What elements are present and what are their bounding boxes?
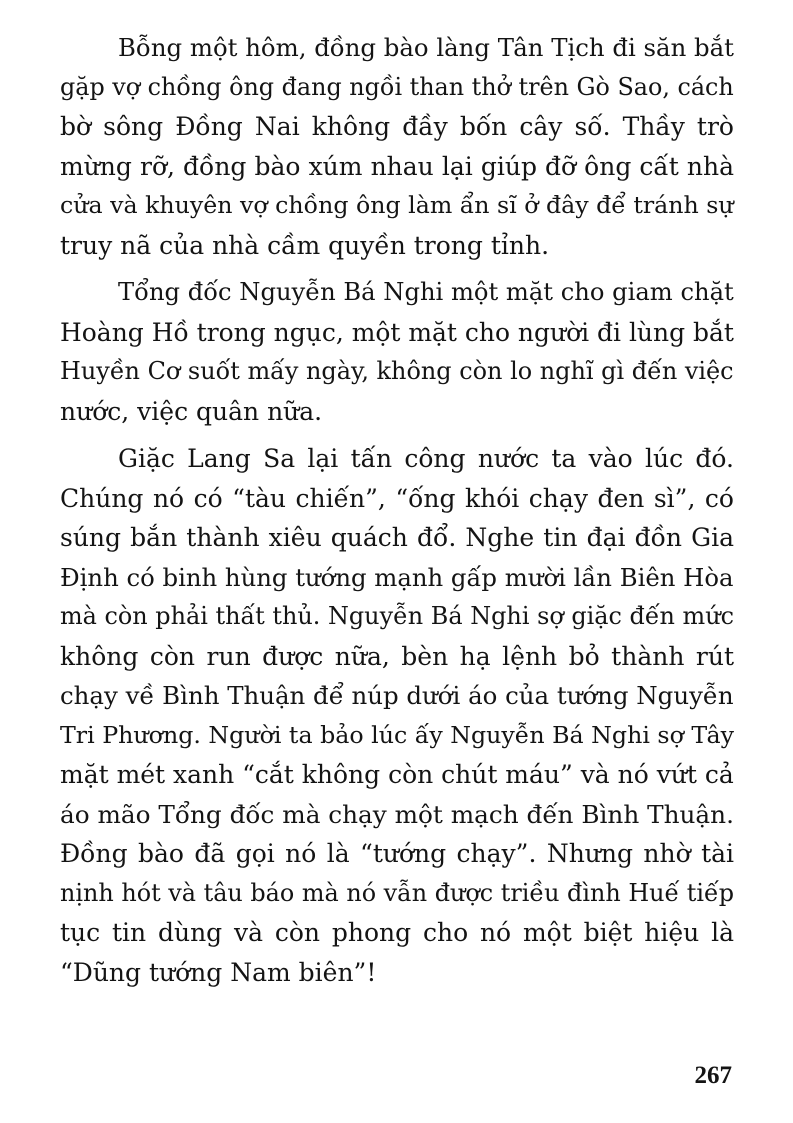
paragraph-2 bbox=[60, 273, 734, 431]
text-line: chạy về Bình Thuận để núp dưới áo của tướng Nguyễn bbox=[60, 681, 734, 710]
text-line: gặp vợ chồng ông đang ngồi than thở trên Gò Sao, cách bbox=[60, 72, 734, 101]
text-line: Chúng nó có “tàu chiến”, “ống khói chạy đen sì”, có bbox=[60, 483, 734, 513]
text-line: nước, việc quân nữa. bbox=[60, 396, 323, 426]
text-line: Hoàng Hồ trong ngục, một mặt cho người đi lùng bắt bbox=[60, 317, 734, 347]
text-line: mặt mét xanh “cắt không còn chút máu” và nó vứt cả bbox=[60, 760, 734, 789]
text-line: Giặc Lang Sa lại tấn công nước ta vào lúc đó. bbox=[118, 444, 734, 473]
text-line: mà còn phải thất thủ. Nguyễn Bá Nghi sợ giặc đến mức bbox=[60, 602, 734, 630]
text-line: Đồng bào đã gọi nó là “tướng chạy”. Nhưng nhờ tài bbox=[60, 839, 735, 868]
text-line: Định có binh hùng tướng mạnh gấp mười lần Biên Hòa bbox=[60, 562, 734, 592]
paragraph-1 bbox=[60, 28, 734, 265]
text-line: Bỗng một hôm, đồng bào làng Tân Tịch đi săn bắt bbox=[118, 33, 734, 62]
text-line: “Dũng tướng Nam biên”! bbox=[60, 957, 377, 987]
text-line: truy nã của nhà cầm quyền trong tỉnh. bbox=[60, 230, 550, 260]
text-line: bờ sông Đồng Nai không đầy bốn cây số. Thầy trò bbox=[60, 112, 734, 141]
text-line: cửa và khuyên vợ chồng ông làm ẩn sĩ ở đây để tránh sự bbox=[60, 191, 734, 219]
page-number: 267 bbox=[694, 1062, 732, 1089]
page-body bbox=[60, 28, 734, 1000]
text-line: Tổng đốc Nguyễn Bá Nghi một mặt cho giam chặt bbox=[118, 278, 734, 306]
text-line: không còn run được nữa, bèn hạ lệnh bỏ thành rút bbox=[60, 641, 734, 671]
text-line: mừng rỡ, đồng bào xúm nhau lại giúp đỡ ông cất nhà bbox=[60, 151, 734, 181]
text-line: tục tin dùng và còn phong cho nó một biệt hiệu là bbox=[60, 918, 734, 947]
text-line: Huyền Cơ suốt mấy ngày, không còn lo nghĩ gì đến việc bbox=[60, 357, 734, 385]
text-line: súng bắn thành xiêu quách đổ. Nghe tin đại đồn Gia bbox=[60, 523, 735, 552]
text-line: Tri Phương. Người ta bảo lúc ấy Nguyễn Bá Nghi sợ Tây bbox=[60, 720, 734, 749]
text-line: nịnh hót và tâu báo mà nó vẫn được triều đình Huế tiếp bbox=[60, 878, 734, 907]
text-line: áo mão Tổng đốc mà chạy một mạch đến Bình Thuận. bbox=[60, 799, 734, 829]
paragraph-3 bbox=[60, 439, 734, 992]
